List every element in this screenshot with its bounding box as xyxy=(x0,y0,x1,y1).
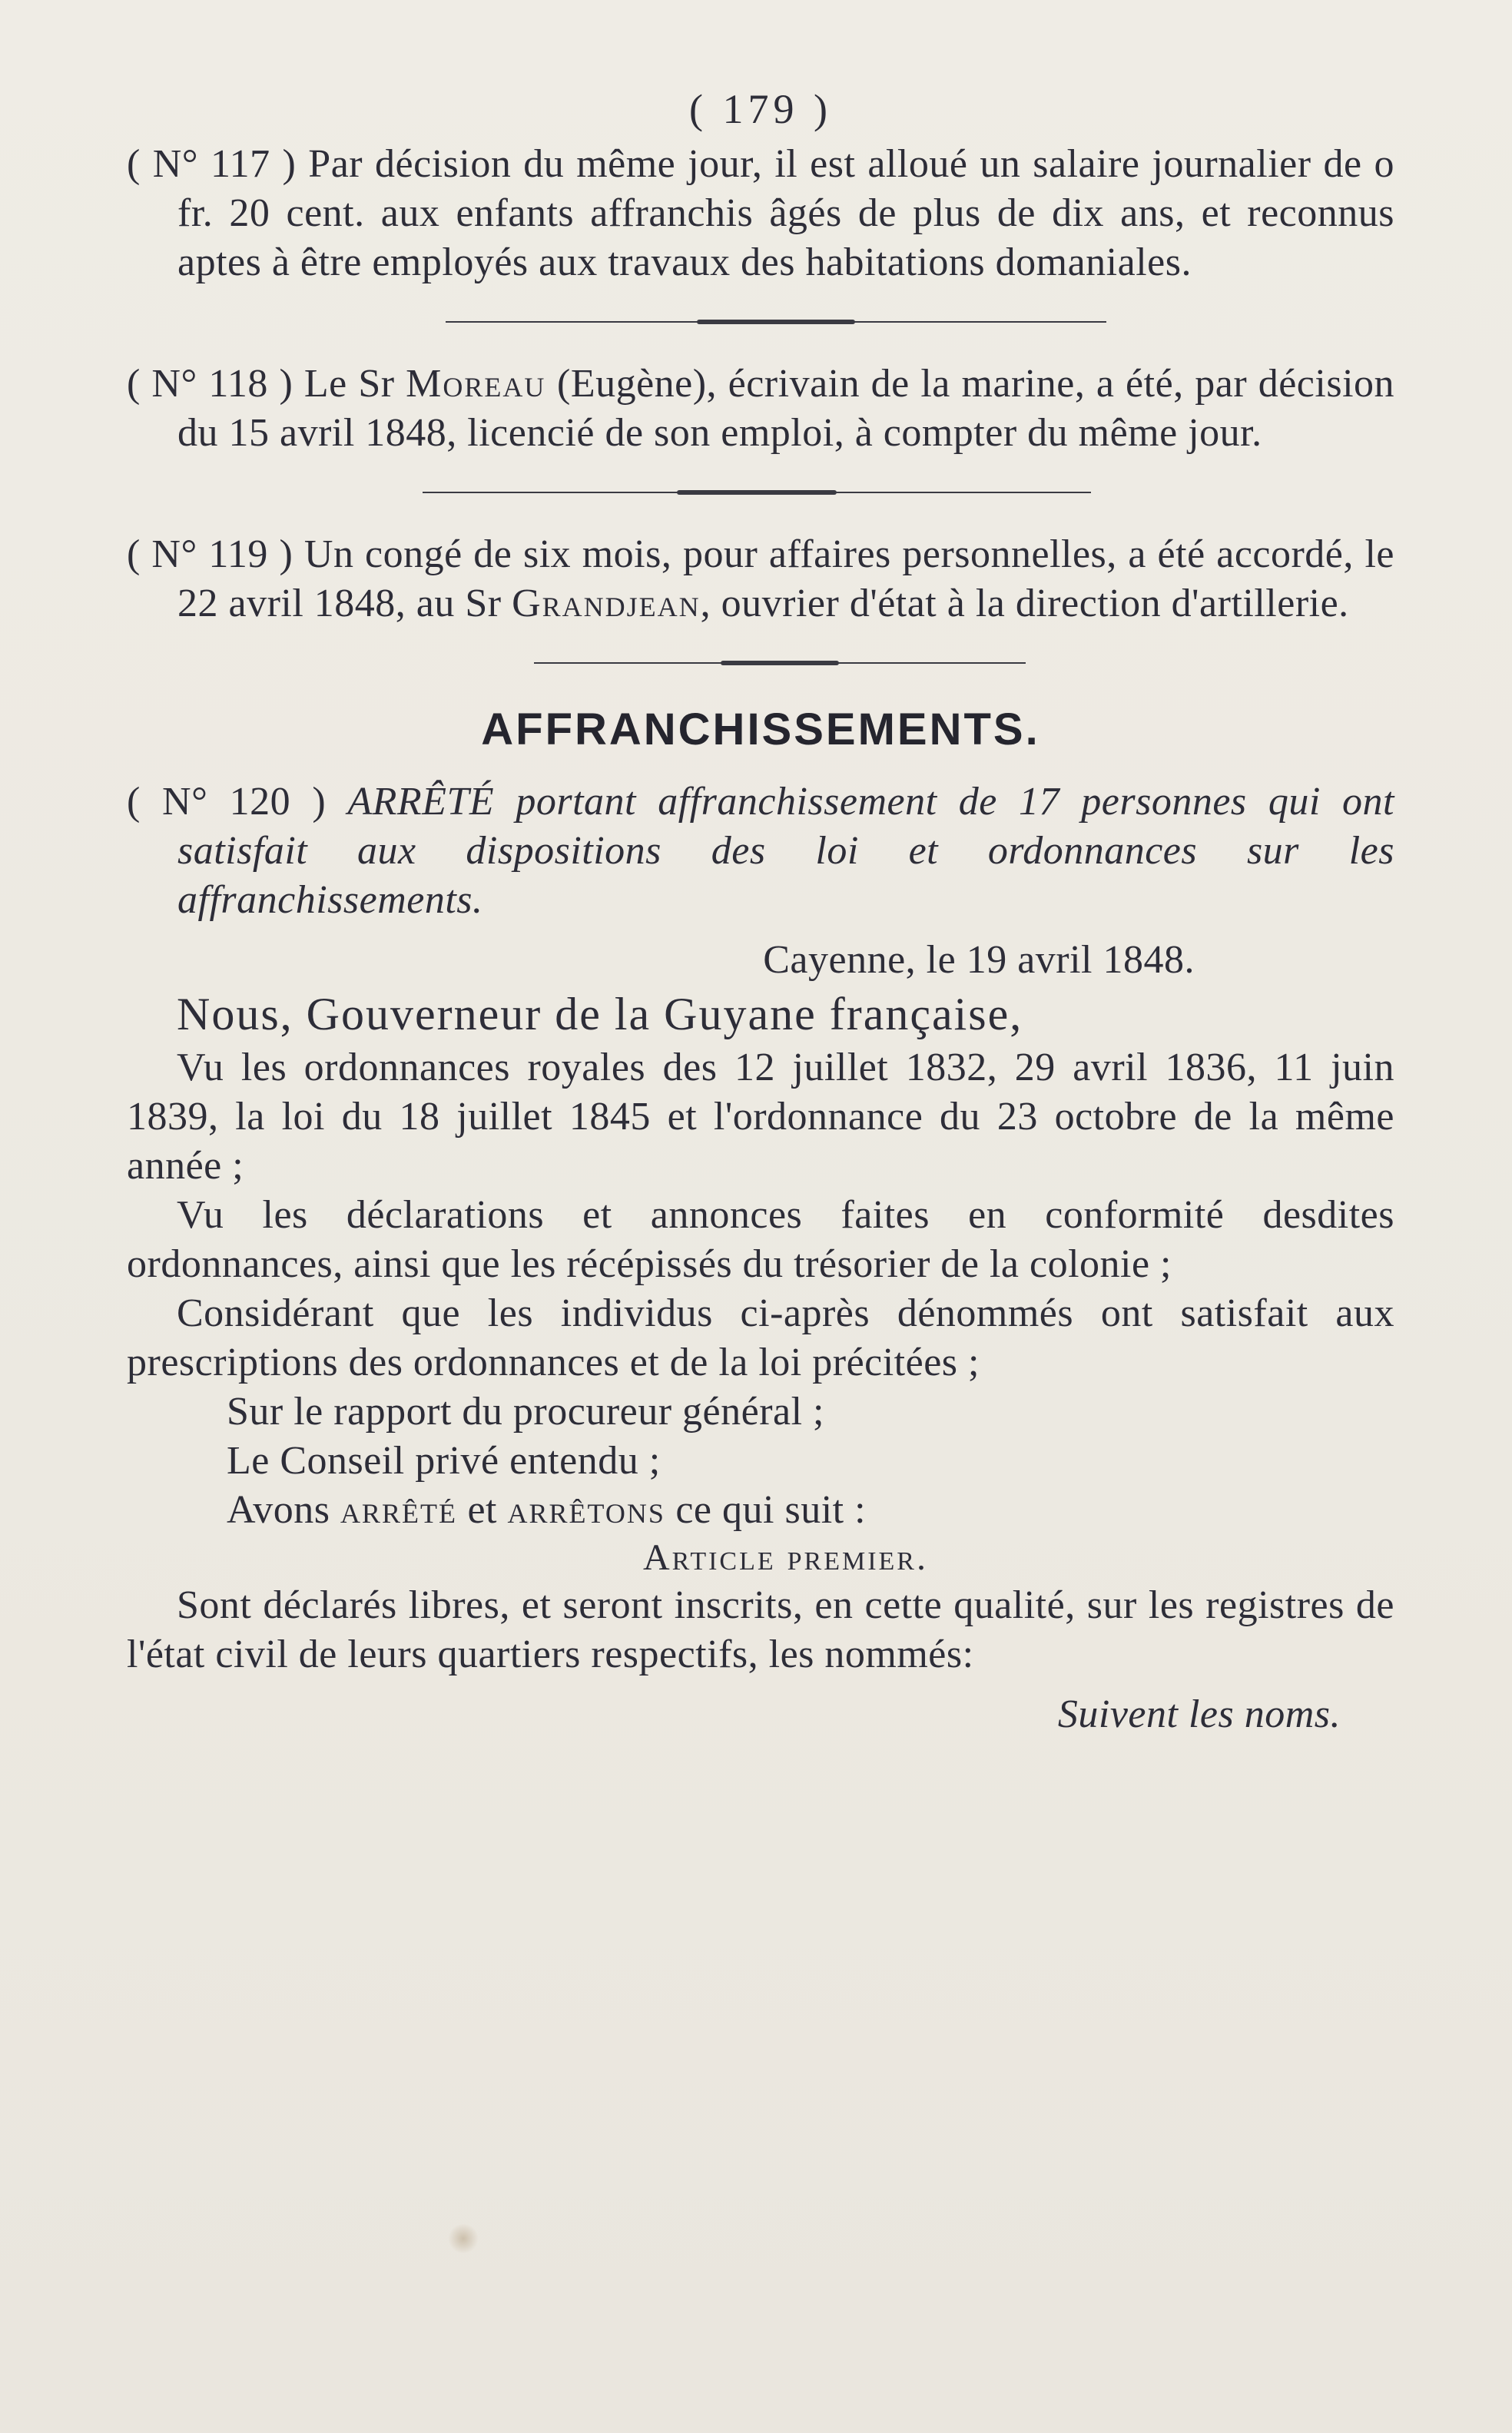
arrete-paragraph: Considérant que les individus ci-après dénommés ont satisfait aux prescriptions des ordonnances et de la loi précitées ; xyxy=(127,1291,1394,1384)
arrete-paragraph: Vu les déclarations et annonces faites en conformité desdites ordonnances, ainsi que les récépissés du trésorier de la colonie ; xyxy=(127,1193,1394,1286)
arrete-paragraph: Sur le rapport du procureur général ; xyxy=(227,1390,824,1434)
entry-number: ( N° 120 ) xyxy=(127,780,327,824)
avons-prefix: Avons xyxy=(227,1488,330,1532)
separator-rule xyxy=(446,310,1106,333)
avons-arretons: arrêtons xyxy=(507,1488,665,1532)
entry-number: ( N° 119 ) xyxy=(127,532,293,576)
entry-text-before: Le Sr xyxy=(303,362,395,406)
entry-person-name: Grandjean xyxy=(512,582,701,625)
avons-et: et xyxy=(467,1488,497,1532)
entry-119 xyxy=(127,530,1394,628)
dateline: Cayenne, le 19 avril 1848. xyxy=(763,938,1195,982)
entry-120 xyxy=(127,777,1394,925)
arrete-paragraph: Vu les ordonnances royales des 12 juillet 1832, 29 avril 1836, 11 juin 1839, la loi du 18 juillet 1845 et l'ordonnance du 23 octobre de la même année ; xyxy=(127,1046,1394,1188)
avons-suffix: ce qui suit : xyxy=(675,1488,867,1532)
entry-117 xyxy=(127,140,1394,287)
entry-text: Par décision du même jour, il est alloué un salaire journalier de o fr. 20 cent. aux enfants affranchis âgés de plus de dix ans, et reconnus aptes à être employés aux travaux des habitations domaniales. xyxy=(177,142,1394,284)
avons-line xyxy=(127,1486,1394,1535)
section-title: AFFRANCHISSEMENTS. xyxy=(481,704,1040,754)
governor-line: Nous, Gouverneur de la Guyane française, xyxy=(177,989,1023,1039)
entry-number: ( N° 118 ) xyxy=(127,362,293,406)
arrete-title: ARRÊTÉ portant affranchissement de 17 personnes qui ont satisfait aux dispositions des loi et ordonnances sur les affranchissements. xyxy=(177,780,1395,922)
signoff: Suivent les noms. xyxy=(1057,1692,1341,1736)
arrete-paragraph: Le Conseil privé entendu ; xyxy=(227,1439,661,1483)
separator-rule xyxy=(534,651,1026,675)
arrete-body xyxy=(127,1043,1394,1739)
entry-118 xyxy=(127,360,1394,458)
page-content xyxy=(127,85,1394,1739)
entry-person-name: Moreau xyxy=(406,362,546,406)
entry-text-after: , ouvrier d'état à la direction d'artillerie. xyxy=(700,582,1349,625)
paper-stain xyxy=(447,2224,479,2253)
entry-text-after: (Eugène), écrivain de la marine, a été, par décision du 15 avril 1848, licencié de son emploi, à compter du même jour. xyxy=(177,362,1395,455)
separator-rule xyxy=(423,481,1091,504)
avons-arrete: arrêté xyxy=(340,1488,457,1532)
entry-text-before: Un congé de six mois, pour affaires personnelles, a été accordé, le 22 avril 1848, au Sr xyxy=(177,532,1394,625)
page-number: ( 179 ) xyxy=(689,86,832,132)
article-heading: Article premier. xyxy=(643,1537,928,1578)
article-text: Sont déclarés libres, et seront inscrits, en cette qualité, sur les registres de l'état civil de leurs quartiers respectifs, les nommés: xyxy=(127,1583,1394,1676)
entry-number: ( N° 117 ) xyxy=(127,142,297,186)
